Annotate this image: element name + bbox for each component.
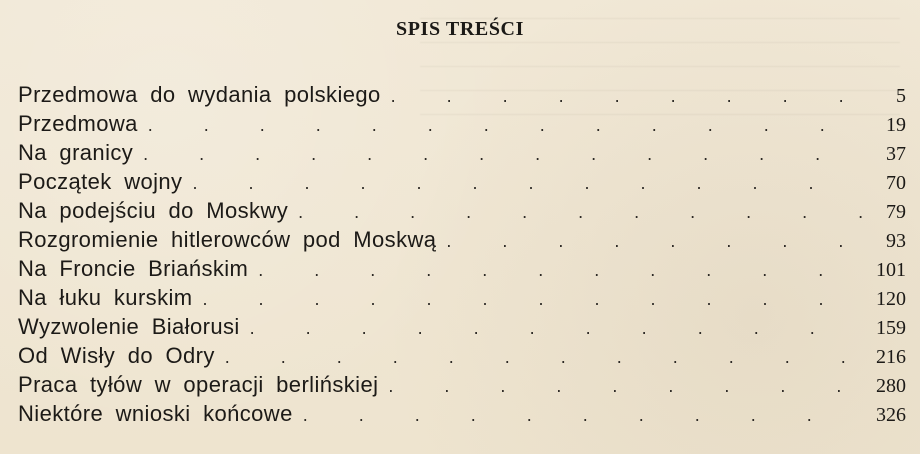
entry-page-number: 326 (876, 404, 906, 426)
dot-leader (298, 198, 864, 227)
entry-title: Na Froncie Briańskim (18, 256, 249, 281)
dot-leader (250, 314, 864, 343)
dot-leader (258, 256, 864, 285)
entry-title: Niektóre wnioski końcowe (18, 401, 293, 426)
toc-entry (18, 138, 906, 167)
entry-title: Od Wisły do Odry (18, 343, 215, 368)
dot-leader (446, 227, 864, 256)
entry-page-number: 159 (876, 317, 906, 339)
toc-entry (18, 109, 906, 138)
toc-entry (18, 399, 906, 428)
entry-title: Na granicy (18, 140, 134, 165)
toc-entry (18, 254, 906, 283)
page-title: SPIS TREŚCI (396, 18, 524, 40)
toc-entry (18, 312, 906, 341)
entry-page-number: 19 (886, 114, 906, 136)
entry-page-number: 120 (876, 288, 906, 310)
toc-entry (18, 196, 906, 225)
toc-entry (18, 341, 906, 370)
dot-leader (192, 169, 864, 198)
table-of-contents (18, 80, 906, 440)
entry-title: Przedmowa (18, 111, 138, 136)
entry-title: Na podejściu do Moskwy (18, 198, 289, 223)
entry-title: Na łuku kurskim (18, 285, 193, 310)
entry-page-number: 79 (886, 201, 906, 223)
entry-page-number: 101 (876, 259, 906, 281)
toc-entry (18, 225, 906, 254)
entry-page-number: 5 (896, 85, 906, 107)
entry-page-number: 216 (876, 346, 906, 368)
dot-leader (388, 372, 864, 401)
dot-leader (225, 343, 864, 372)
entry-title: Praca tyłów w operacji berlińskiej (18, 372, 379, 397)
entry-page-number: 37 (886, 143, 906, 165)
dot-leader (303, 401, 864, 430)
dot-leader (391, 82, 864, 111)
entry-title: Wyzwolenie Białorusi (18, 314, 240, 339)
entry-title: Początek wojny (18, 169, 183, 194)
entry-page-number: 70 (886, 172, 906, 194)
toc-entry (18, 370, 906, 399)
toc-entry (18, 167, 906, 196)
entry-page-number: 93 (886, 230, 906, 252)
toc-entry (18, 283, 906, 312)
entry-page-number: 280 (876, 375, 906, 397)
dot-leader (202, 285, 864, 314)
entry-title: Przedmowa do wydania polskiego (18, 82, 381, 107)
toc-entry (18, 80, 906, 109)
dot-leader (148, 111, 864, 140)
dot-leader (143, 140, 864, 169)
entry-title: Rozgromienie hitlerowców pod Moskwą (18, 227, 437, 252)
